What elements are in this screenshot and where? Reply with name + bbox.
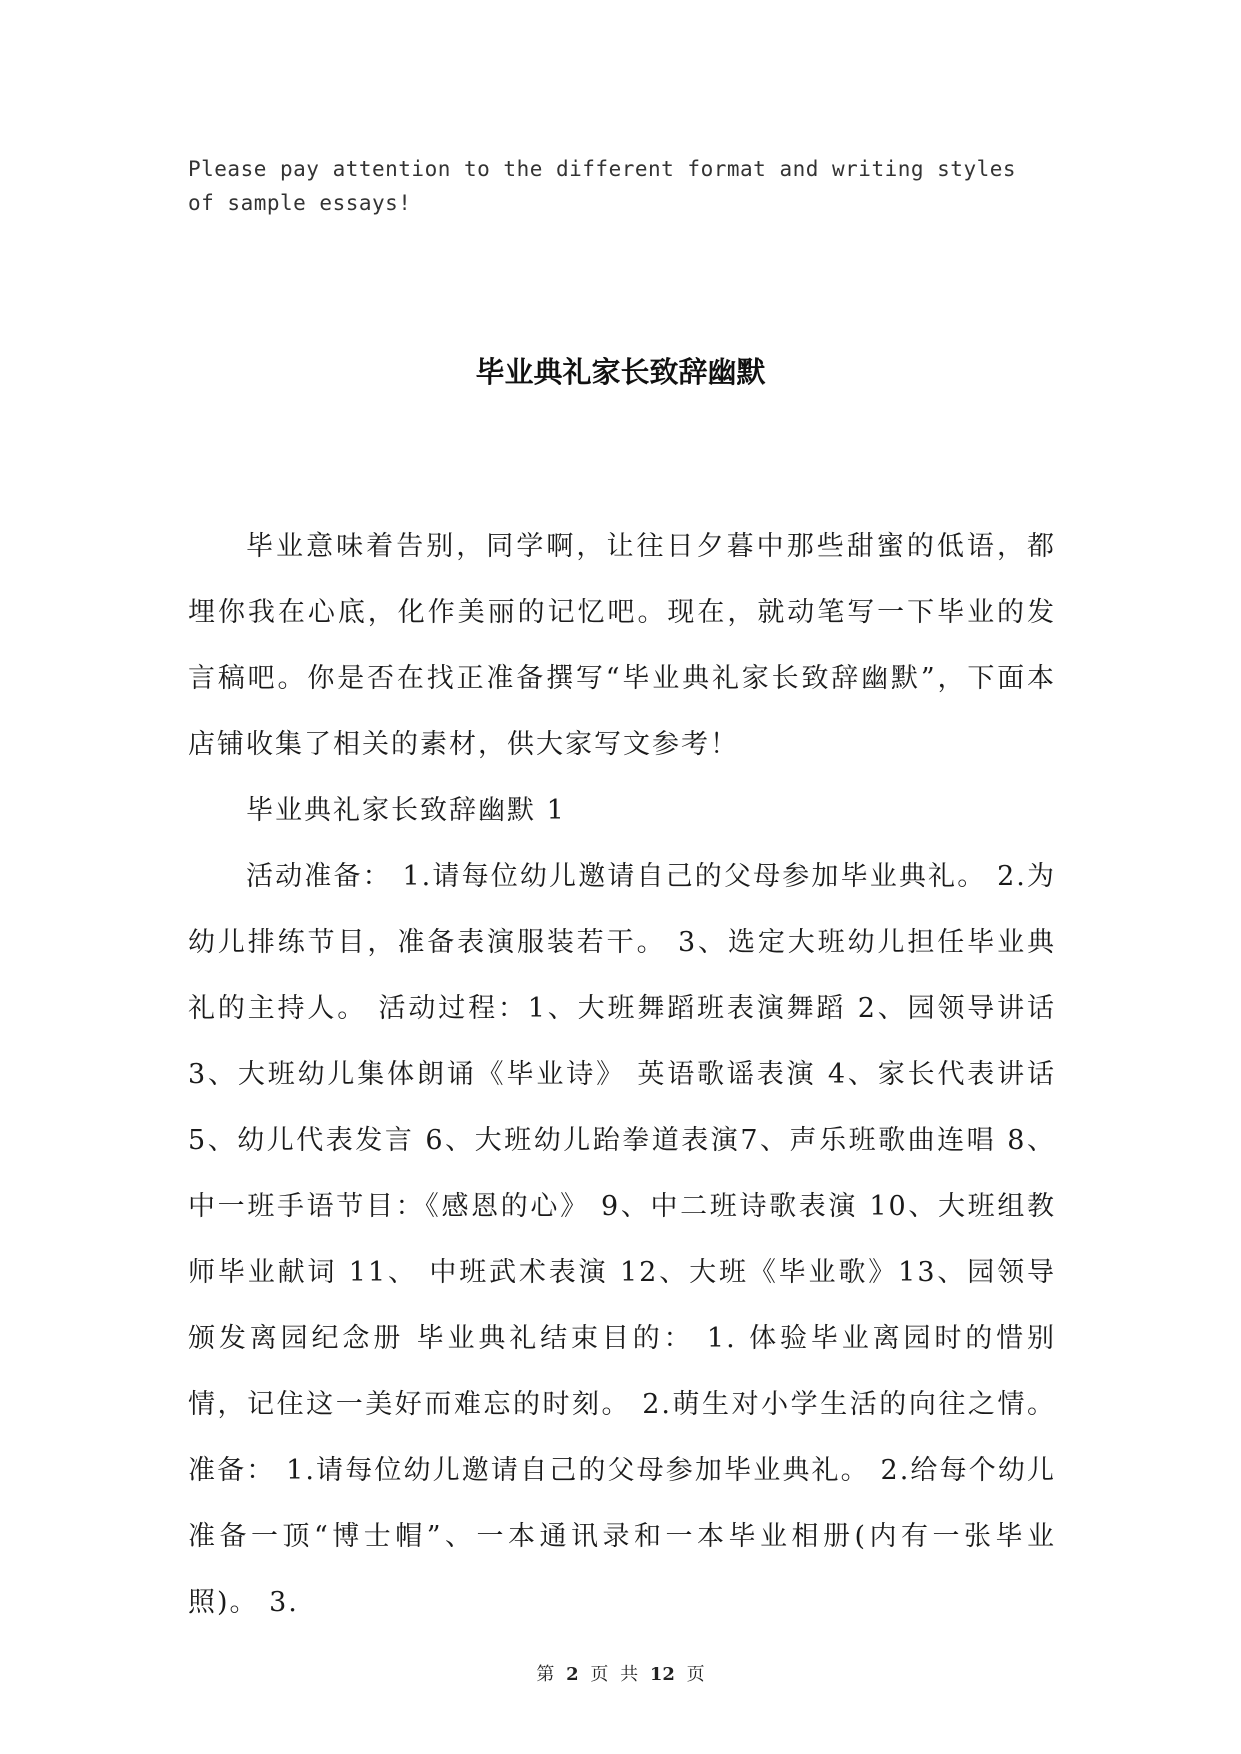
footer-middle: 页 共 xyxy=(590,1664,639,1685)
page-footer xyxy=(0,1660,1241,1686)
footer-prefix: 第 xyxy=(536,1664,555,1685)
sample-notice: Please pay attention to the different format and writing styles of sample essays! xyxy=(188,157,1017,215)
document-body xyxy=(188,514,1056,1636)
activity-paragraph: 活动准备： 1.请每位幼儿邀请自己的父母参加毕业典礼。 2.为幼儿排练节目，准备表演服装若干。 3、选定大班幼儿担任毕业典礼的主持人。 活动过程：1、大班舞蹈班表演舞蹈 2、园领导讲话 3、大班幼儿集体朗诵《毕业诗》 英语歌谣表演 4、家长代表讲话 5、幼儿代表发言 6、大班幼儿跆拳道表演7、声乐班歌曲连唱 8、中一班手语节目：《感恩的心》 9、中二班诗歌表演 10、大班组教师毕业献词 11、 中班武术表演 12、大班《毕业歌》13、园领导颁发离园纪念册 毕业典礼结束目的： 1. 体验毕业离园时的惜别情，记住这一美好而难忘的时刻。 2.萌生对小学生活的向往之情。 准备： 1.请每位幼儿邀请自己的父母参加毕业典礼。 2.给每个幼儿准备一顶“博士帽”、一本通讯录和一本毕业相册(内有一张毕业照)。 3. xyxy=(188,861,1056,1618)
total-pages-number: 12 xyxy=(649,1664,675,1685)
current-page-number: 2 xyxy=(566,1664,579,1685)
document-title: 毕业典礼家长致辞幽默 xyxy=(475,355,766,389)
intro-paragraph: 毕业意味着告别，同学啊，让往日夕暮中那些甜蜜的低语，都埋你我在心底，化作美丽的记忆吧。现在，就动笔写一下毕业的发言稿吧。你是否在找正准备撰写“毕业典礼家长致辞幽默”，下面本店铺收集了相关的素材，供大家写文参考！ xyxy=(188,531,1056,760)
footer-suffix: 页 xyxy=(686,1664,705,1685)
section-heading: 毕业典礼家长致辞幽默 1 xyxy=(246,795,566,826)
